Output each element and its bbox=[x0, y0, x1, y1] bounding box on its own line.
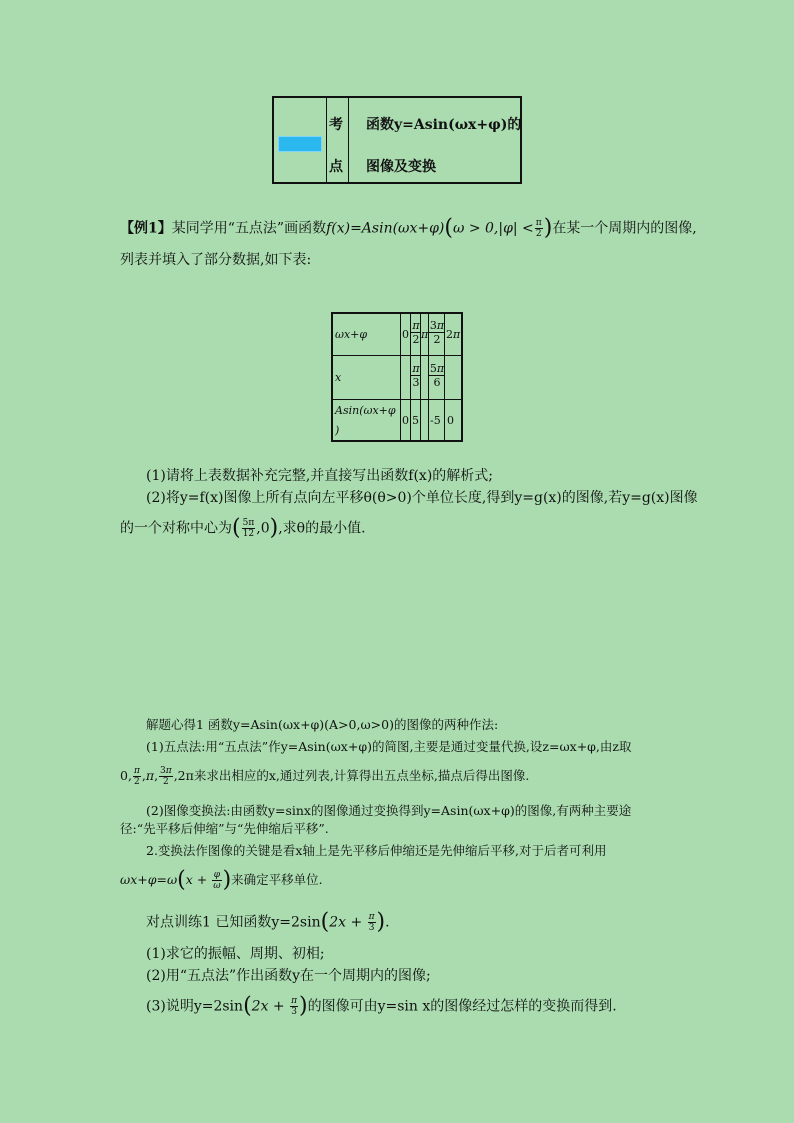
example1-func: f(x)=Asin(ωx+φ) bbox=[326, 220, 445, 237]
example1-text-a: 某同学用“五点法”画函数 bbox=[171, 220, 327, 237]
header-dian: 点 bbox=[329, 159, 343, 175]
question2-line2: 的一个对称中心为( $\frac{5\pi}{12}$ ,0),求θ的最小值. bbox=[120, 515, 366, 541]
table-cell: π 2 bbox=[411, 314, 421, 356]
header-label-cell bbox=[274, 98, 327, 182]
insight-line4: (2)图像变换法:由函数y=sinx的图像通过变换得到y=Asin(ωx+φ)的图像,有两种主要途 bbox=[146, 803, 632, 818]
table-cell: π 3 bbox=[411, 356, 421, 400]
header-title-line2: 图像及变换 bbox=[366, 159, 436, 175]
table-cell bbox=[421, 356, 429, 400]
table-cell: π bbox=[421, 314, 429, 356]
table-row3-head: Asin(ωx+φ ) bbox=[333, 400, 401, 442]
example1-cond-frac: $\frac{\pi}{2}$ bbox=[535, 218, 542, 239]
insight-line5: 径:“先平移后伸缩”与“先伸缩后平移”. bbox=[120, 821, 329, 836]
header-title-cell bbox=[348, 98, 520, 182]
header-title-line1: 函数y=Asin(ωx+φ)的 bbox=[366, 117, 522, 133]
insight-line3: 0, $\frac{\pi}{2}$ ,π, $\frac{3\pi}{2}$ ,2π来求出相应的x,通过列表,计算得出五点坐标,描点后得出图像. bbox=[120, 766, 530, 787]
table-cell: 0 bbox=[401, 314, 411, 356]
insight-line1: 解题心得1 函数y=Asin(ωx+φ)(A>0,ω>0)的图像的两种作法: bbox=[146, 717, 499, 732]
example1-line1 bbox=[120, 215, 697, 241]
table-cell bbox=[445, 356, 463, 400]
table-cell: 5π 6 bbox=[429, 356, 445, 400]
table-cell: 0 bbox=[447, 414, 454, 427]
table-cell: -5 bbox=[429, 400, 445, 442]
example1-text-b: 在某一个周期内的图像, bbox=[552, 220, 697, 237]
training-q3: (3)说明y=2sin(2x + $\frac{\pi}{3}$ )的图像可由y=sin x的图像经过怎样的变换而得到. bbox=[146, 993, 617, 1019]
header-topic-cell bbox=[326, 98, 349, 182]
insight-line2: (1)五点法:用“五点法”作y=Asin(ωx+φ)的简图,主要是通过变量代换,设z=ωx+φ,由z取 bbox=[146, 739, 632, 754]
header-kao: 考 bbox=[329, 117, 343, 133]
topic-header-box bbox=[272, 96, 522, 184]
table-row1-head: ωx+φ bbox=[333, 314, 401, 356]
question2-line1: (2)将y=f(x)图像上所有点向左平移θ(θ>0)个单位长度,得到y=g(x)的图像,若y=g(x)图像 bbox=[146, 490, 698, 506]
table-row2-head: x bbox=[333, 356, 401, 400]
table-cell bbox=[421, 400, 429, 442]
example1-tag: 【例1】 bbox=[120, 220, 172, 237]
data-table bbox=[331, 312, 463, 442]
training-q2: (2)用“五点法”作出函数y在一个周期内的图像; bbox=[146, 968, 431, 984]
example1-cond-close: ) bbox=[543, 215, 553, 241]
example1-cond: ω > 0,|φ| < bbox=[452, 220, 534, 237]
insight-line7: ωx+φ=ω(x + $\frac{\varphi}{\omega}$ )来确定平移单位. bbox=[120, 867, 323, 893]
example1-cond-open: ( bbox=[444, 215, 453, 241]
training-q1: (1)求它的振幅、周期、初相; bbox=[146, 946, 325, 962]
training-title: 对点训练1 已知函数y=2sin(2x + $\frac{\pi}{3}$ ). bbox=[146, 909, 390, 935]
insight-line6: 2.变换法作图像的关键是看x轴上是先平移后伸缩还是先伸缩后平移,对于后者可利用 bbox=[146, 843, 607, 858]
example1-line2: 列表并填入了部分数据,如下表: bbox=[120, 252, 312, 268]
table-cell: 3π 2 bbox=[429, 314, 445, 356]
table-cell: 0 bbox=[401, 400, 411, 442]
highlight-tag bbox=[278, 136, 322, 152]
table-cell bbox=[401, 356, 411, 400]
question1: (1)请将上表数据补充完整,并直接写出函数f(x)的解析式; bbox=[146, 468, 493, 484]
table-cell: 5 bbox=[411, 400, 421, 442]
table-cell: 2π bbox=[445, 314, 463, 356]
